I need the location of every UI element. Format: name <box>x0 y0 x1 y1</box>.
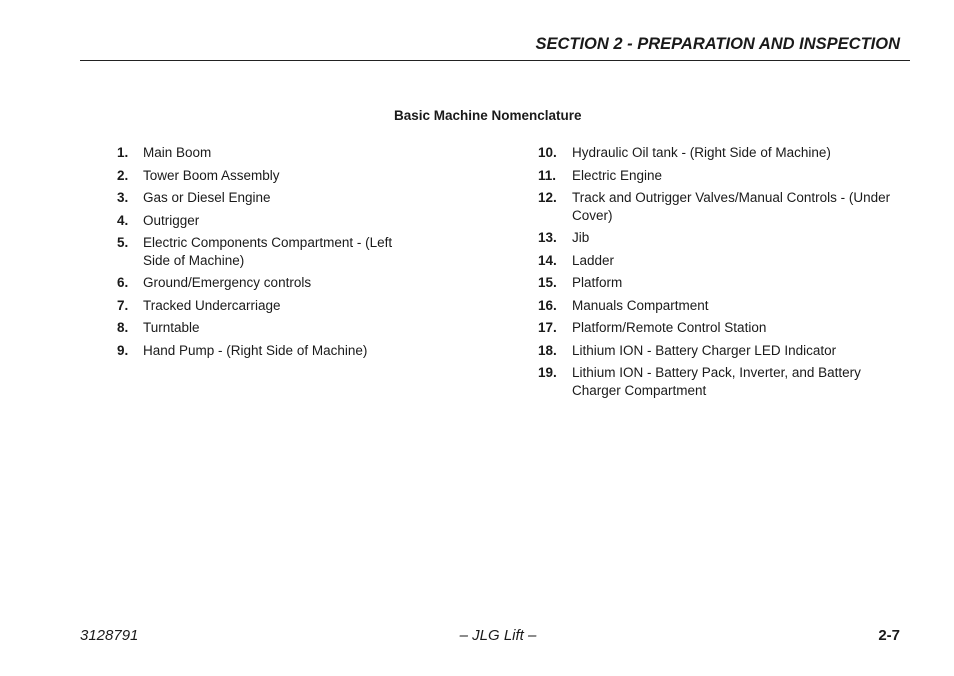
nomenclature-heading: Basic Machine Nomenclature <box>394 108 582 123</box>
item-number: 17. <box>538 320 557 335</box>
list-item <box>538 252 898 270</box>
item-number: 10. <box>538 145 557 160</box>
list-item <box>538 364 898 399</box>
item-text: Turntable <box>143 320 200 335</box>
item-number: 9. <box>117 342 129 358</box>
item-text: Platform <box>572 275 623 290</box>
item-text: Manuals Compartment <box>572 297 709 313</box>
section-title: SECTION 2 - PREPARATION AND INSPECTION <box>535 35 900 53</box>
item-text: Electric Components Compartment - (Left Side of Machine) <box>143 235 393 268</box>
item-text: Platform/Remote Control Station <box>572 320 767 335</box>
list-item <box>117 274 417 292</box>
item-text: Hydraulic Oil tank - (Right Side of Machine) <box>572 145 831 160</box>
item-text: Outrigger <box>143 212 200 228</box>
item-number: 18. <box>538 342 557 358</box>
item-text: Gas or Diesel Engine <box>143 190 271 205</box>
item-number: 7. <box>117 297 129 313</box>
item-text: Track and Outrigger Valves/Manual Controls - (Under Cover) <box>572 190 891 223</box>
list-item <box>117 189 417 207</box>
item-text: Jib <box>572 230 590 245</box>
list-item <box>538 342 898 360</box>
item-number: 5. <box>117 235 129 250</box>
footer-brand: – JLG Lift – <box>459 627 537 644</box>
list-item <box>117 319 417 337</box>
list-item <box>538 319 898 337</box>
item-number: 13. <box>538 230 557 245</box>
list-item <box>117 297 417 315</box>
item-text: Main Boom <box>143 145 212 160</box>
document-number: 3128791 <box>80 627 139 644</box>
list-item <box>538 274 898 292</box>
item-number: 16. <box>538 297 557 313</box>
list-item <box>538 297 898 315</box>
page-number: 2-7 <box>878 627 900 644</box>
item-text: Ground/Emergency controls <box>143 275 312 290</box>
item-text: Tracked Undercarriage <box>143 297 281 313</box>
item-number: 15. <box>538 275 557 290</box>
item-number: 12. <box>538 190 557 205</box>
item-number: 4. <box>117 212 129 228</box>
item-number: 3. <box>117 190 129 205</box>
list-item <box>538 144 898 162</box>
item-number: 11. <box>538 167 557 183</box>
item-text: Hand Pump - (Right Side of Machine) <box>143 342 368 358</box>
item-text: Lithium ION - Battery Charger LED Indicator <box>572 342 837 358</box>
nomenclature-list-left <box>117 144 417 364</box>
item-text: Electric Engine <box>572 167 663 183</box>
item-text: Ladder <box>572 252 615 268</box>
list-item <box>538 229 898 247</box>
item-number: 1. <box>117 145 129 160</box>
list-item <box>538 167 898 185</box>
list-item <box>538 189 898 224</box>
list-item <box>117 342 417 360</box>
list-item <box>117 167 417 185</box>
item-number: 8. <box>117 320 129 335</box>
item-text: Lithium ION - Battery Pack, Inverter, and Battery Charger Compartment <box>572 365 861 398</box>
nomenclature-list-right <box>538 144 898 404</box>
item-number: 19. <box>538 365 557 380</box>
item-text: Tower Boom Assembly <box>143 167 280 183</box>
list-item <box>117 212 417 230</box>
item-number: 14. <box>538 252 557 268</box>
list-item <box>117 234 417 269</box>
header-divider <box>80 60 910 61</box>
item-number: 6. <box>117 275 129 290</box>
list-item <box>117 144 417 162</box>
item-number: 2. <box>117 167 129 183</box>
